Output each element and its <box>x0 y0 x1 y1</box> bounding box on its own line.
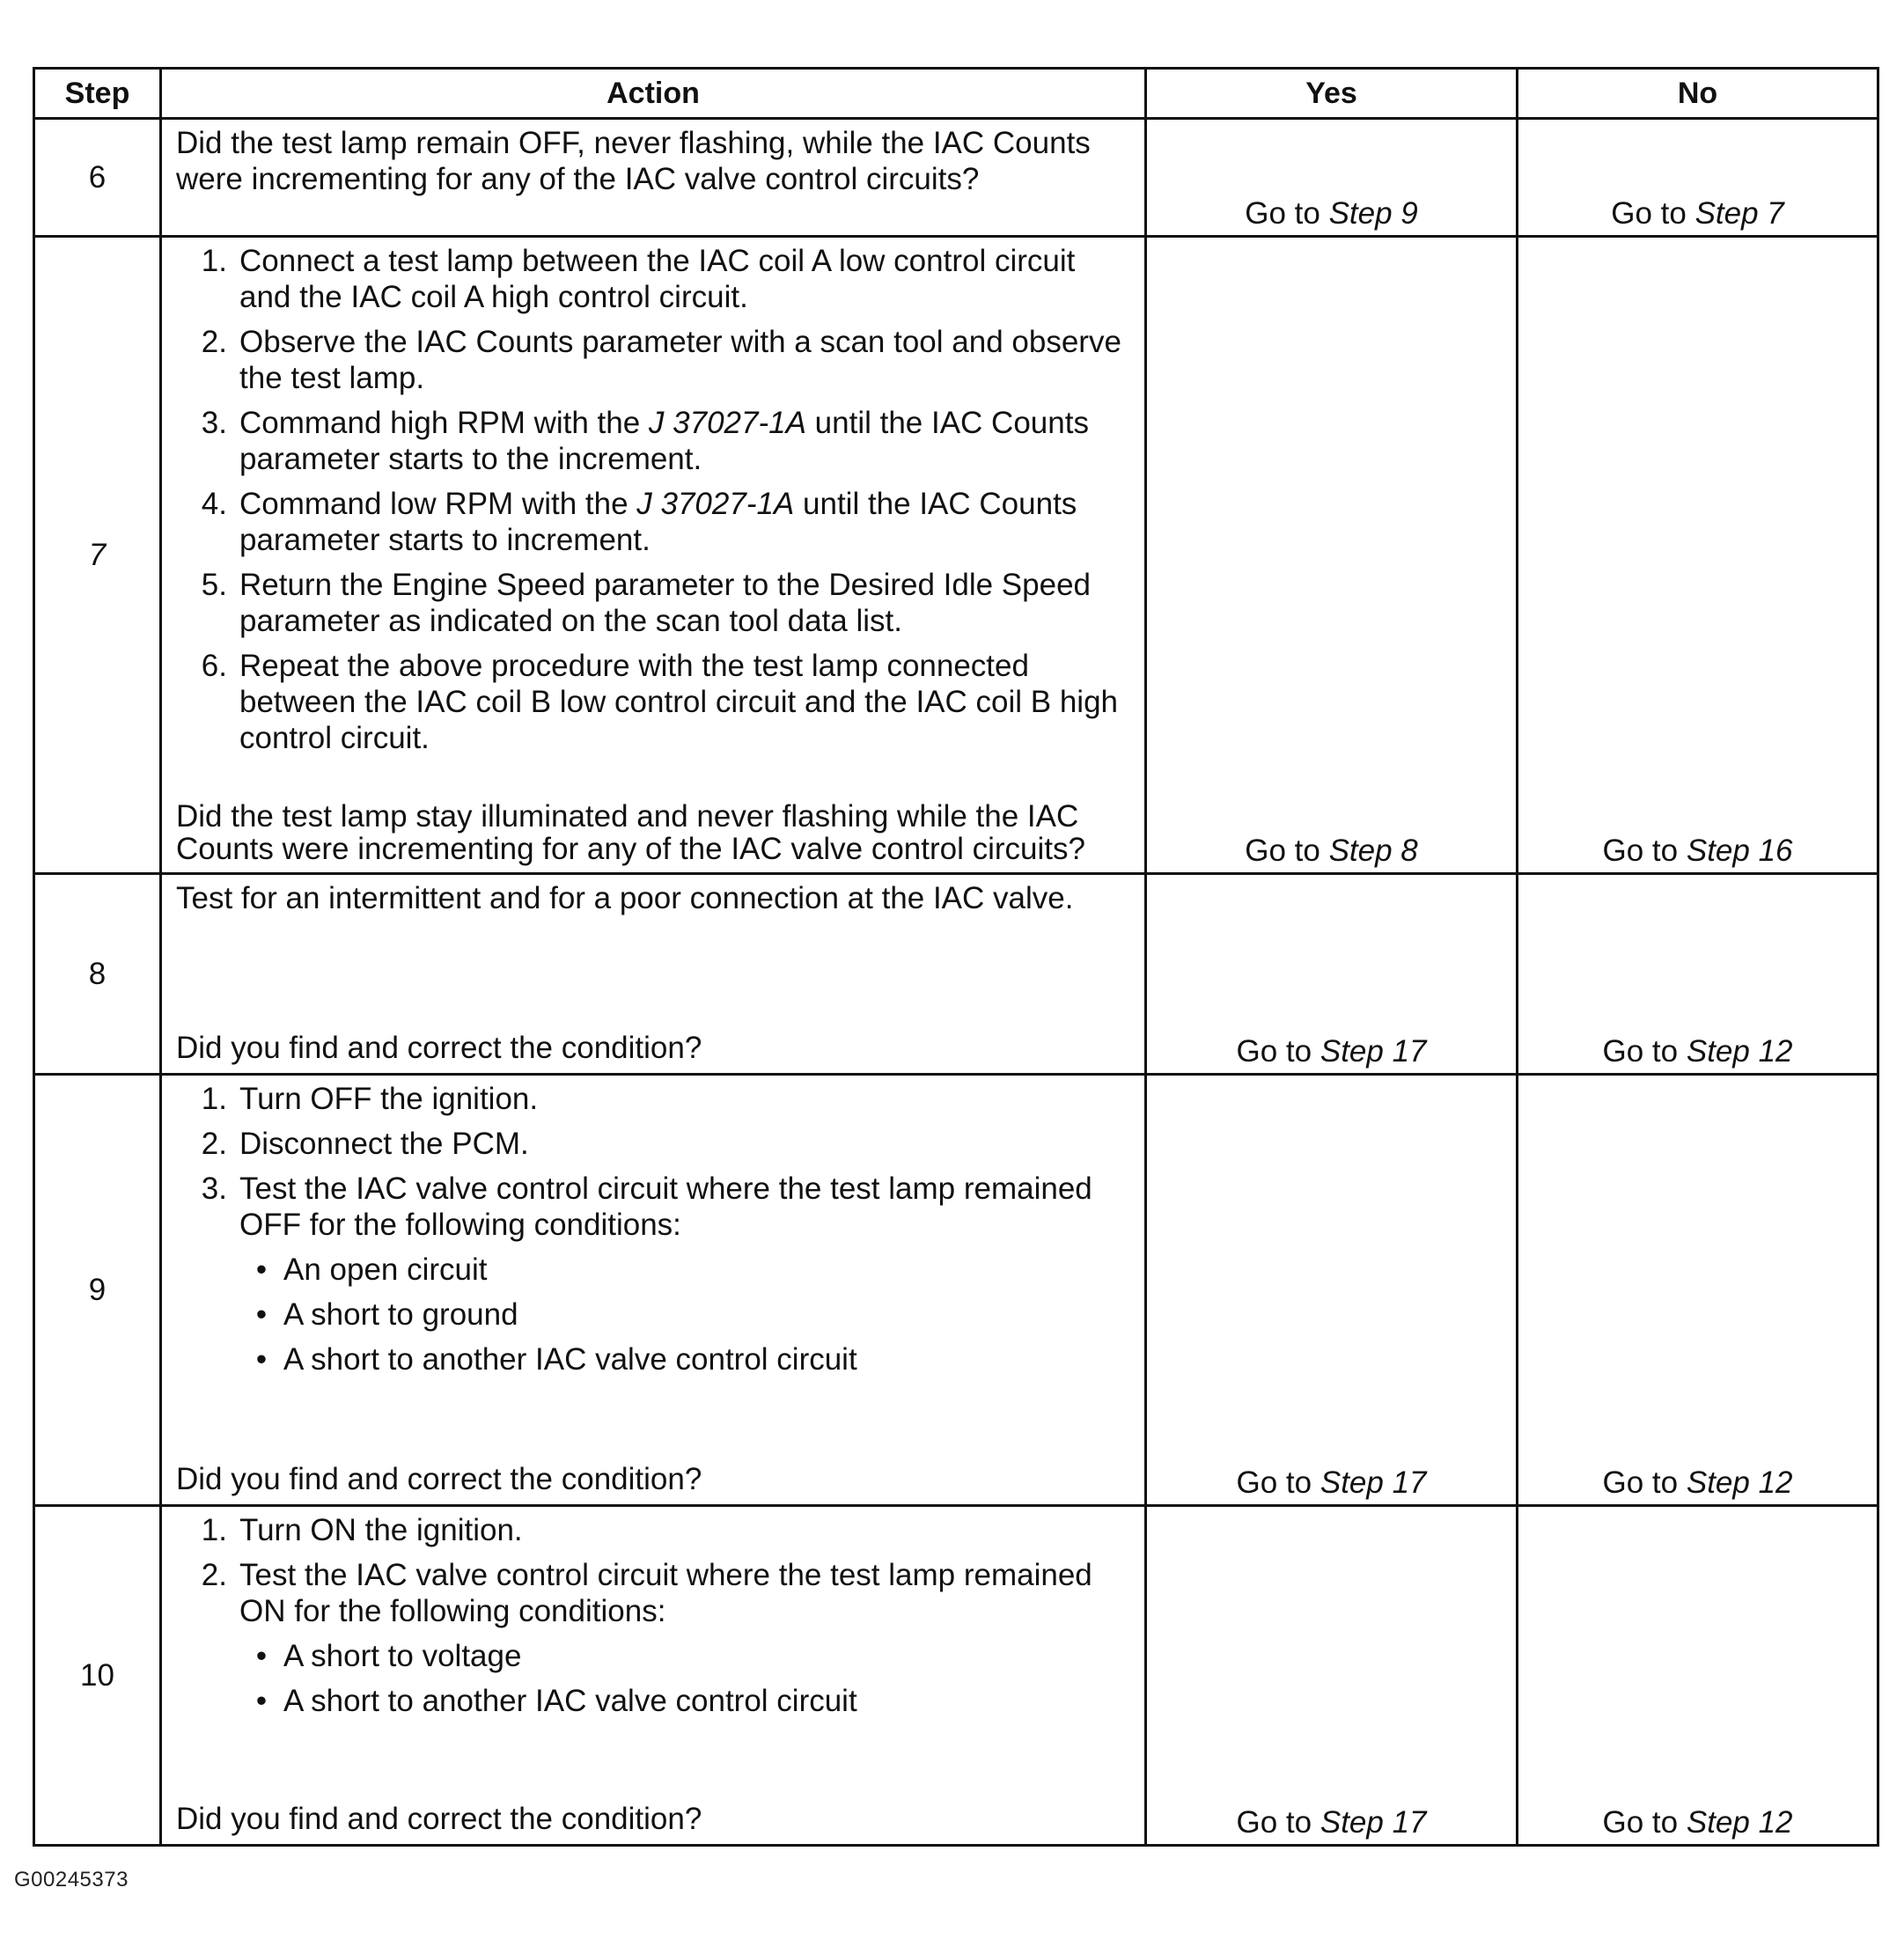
list-item: 1. Connect a test lamp between the IAC coil A low control circuit and the IAC coil A high control circuit. <box>201 244 1076 314</box>
yes-cell <box>1146 874 1518 1075</box>
yes-step-link[interactable]: Step 17 <box>1320 1805 1427 1840</box>
figure-id: G00245373 <box>14 1868 129 1892</box>
list-item: 2. Test the IAC valve control circuit where the test lamp remained ON for the following conditions: • A short to voltage • A short to another IAC valve control circuit <box>176 1557 1127 1728</box>
table-row <box>34 237 1878 874</box>
no-prefix: Go to <box>1602 1805 1679 1840</box>
list-item: • A short to another IAC valve control circuit <box>239 1683 1127 1719</box>
header-yes: Yes <box>1146 69 1518 119</box>
step-number: 9 <box>34 1075 161 1506</box>
yes-prefix: Go to <box>1236 1466 1312 1500</box>
list-item: 2. Disconnect the PCM. <box>201 1127 529 1161</box>
no-step-link[interactable]: Step 12 <box>1686 1466 1793 1500</box>
step-number: 7 <box>34 237 161 874</box>
list-item: • A short to voltage <box>239 1638 1127 1674</box>
no-step-link[interactable]: Step 7 <box>1694 196 1784 231</box>
no-prefix: Go to <box>1602 1034 1679 1069</box>
list-item: 5. Return the Engine Speed parameter to the Desired Idle Speed parameter as indicated on the scan tool data list. <box>201 568 1092 638</box>
procedure-list <box>176 1081 1127 1386</box>
no-cell <box>1518 1075 1878 1506</box>
question-text: Did the test lamp remain OFF, never flashing, while the IAC Counts were incrementing for any of the IAC valve control circuits? <box>176 126 1091 196</box>
list-item: 4. Command low RPM with the J 37027-1A until the IAC Counts parameter starts to increment. <box>201 487 1077 557</box>
step-number: 8 <box>34 874 161 1075</box>
yes-cell <box>1146 119 1518 237</box>
no-cell <box>1518 237 1878 874</box>
tool-name: J 37027-1A <box>636 487 795 521</box>
intro-text: Test for an intermittent and for a poor connection at the IAC valve. <box>176 881 1074 915</box>
table-row <box>34 1075 1878 1506</box>
table-row <box>34 119 1878 237</box>
no-prefix: Go to <box>1602 834 1679 868</box>
no-prefix: Go to <box>1602 1466 1679 1500</box>
list-item: 2. Observe the IAC Counts parameter with a scan tool and observe the test lamp. <box>201 325 1121 395</box>
no-step-link[interactable]: Step 12 <box>1686 1805 1793 1840</box>
step-number: 6 <box>34 119 161 237</box>
table-row <box>34 1506 1878 1846</box>
yes-prefix: Go to <box>1236 1805 1312 1840</box>
no-cell <box>1518 119 1878 237</box>
list-item: 1. Turn OFF the ignition. <box>201 1082 539 1116</box>
bullet-icon: • <box>255 1252 268 1287</box>
header-action: Action <box>161 69 1146 119</box>
action-cell <box>161 874 1146 1075</box>
yes-cell <box>1146 1075 1518 1506</box>
diagnostic-table <box>33 67 1879 1847</box>
table-header-row <box>34 69 1878 119</box>
yes-step-link[interactable]: Step 8 <box>1328 834 1418 868</box>
list-item: • A short to another IAC valve control circuit <box>239 1341 1127 1377</box>
yes-step-link[interactable]: Step 17 <box>1320 1466 1427 1500</box>
table-row <box>34 874 1878 1075</box>
bullet-icon: • <box>255 1342 268 1377</box>
no-step-link[interactable]: Step 12 <box>1686 1034 1793 1069</box>
header-no: No <box>1518 69 1878 119</box>
no-cell <box>1518 1506 1878 1846</box>
step-number: 10 <box>34 1506 161 1846</box>
yes-step-link[interactable]: Step 17 <box>1320 1034 1427 1069</box>
bullet-icon: • <box>255 1684 268 1718</box>
bullet-icon: • <box>255 1297 268 1332</box>
yes-cell <box>1146 237 1518 874</box>
list-item: • A short to ground <box>239 1297 1127 1333</box>
no-prefix: Go to <box>1611 196 1687 231</box>
list-item: 1. Turn ON the ignition. <box>201 1513 523 1547</box>
condition-list <box>239 1638 1127 1719</box>
no-step-link[interactable]: Step 16 <box>1686 834 1793 868</box>
list-item: 3. Test the IAC valve control circuit where the test lamp remained OFF for the following conditions: • An open circuit • A short to ground • A short to another IAC valve control circuit <box>176 1171 1127 1386</box>
yes-step-link[interactable]: Step 9 <box>1328 196 1418 231</box>
list-item: 6. Repeat the above procedure with the test lamp connected between the IAC coil B low control circuit and the IAC coil B high control circuit. <box>201 649 1118 755</box>
question-text: Did you find and correct the condition? <box>176 1802 702 1836</box>
action-cell <box>161 119 1146 237</box>
list-item: 3. Command high RPM with the J 37027-1A until the IAC Counts parameter starts to the increment. <box>201 406 1089 476</box>
question-text: Did you find and correct the condition? <box>176 1462 702 1496</box>
procedure-list <box>176 243 1127 765</box>
yes-prefix: Go to <box>1245 196 1320 231</box>
procedure-list <box>176 1512 1127 1728</box>
list-item: • An open circuit <box>239 1252 1127 1288</box>
action-cell <box>161 1075 1146 1506</box>
bullet-icon: • <box>255 1639 268 1673</box>
condition-list <box>239 1252 1127 1377</box>
question-text: Did the test lamp stay illuminated and never flashing while the IAC Counts were incrementing for any of the IAC valve control circuits? <box>176 799 1085 866</box>
no-cell <box>1518 874 1878 1075</box>
question-text: Did you find and correct the condition? <box>176 1031 702 1065</box>
tool-name: J 37027-1A <box>648 406 806 440</box>
yes-cell <box>1146 1506 1518 1846</box>
header-step: Step <box>34 69 161 119</box>
yes-prefix: Go to <box>1245 834 1320 868</box>
action-cell <box>161 237 1146 874</box>
yes-prefix: Go to <box>1236 1034 1312 1069</box>
action-cell <box>161 1506 1146 1846</box>
